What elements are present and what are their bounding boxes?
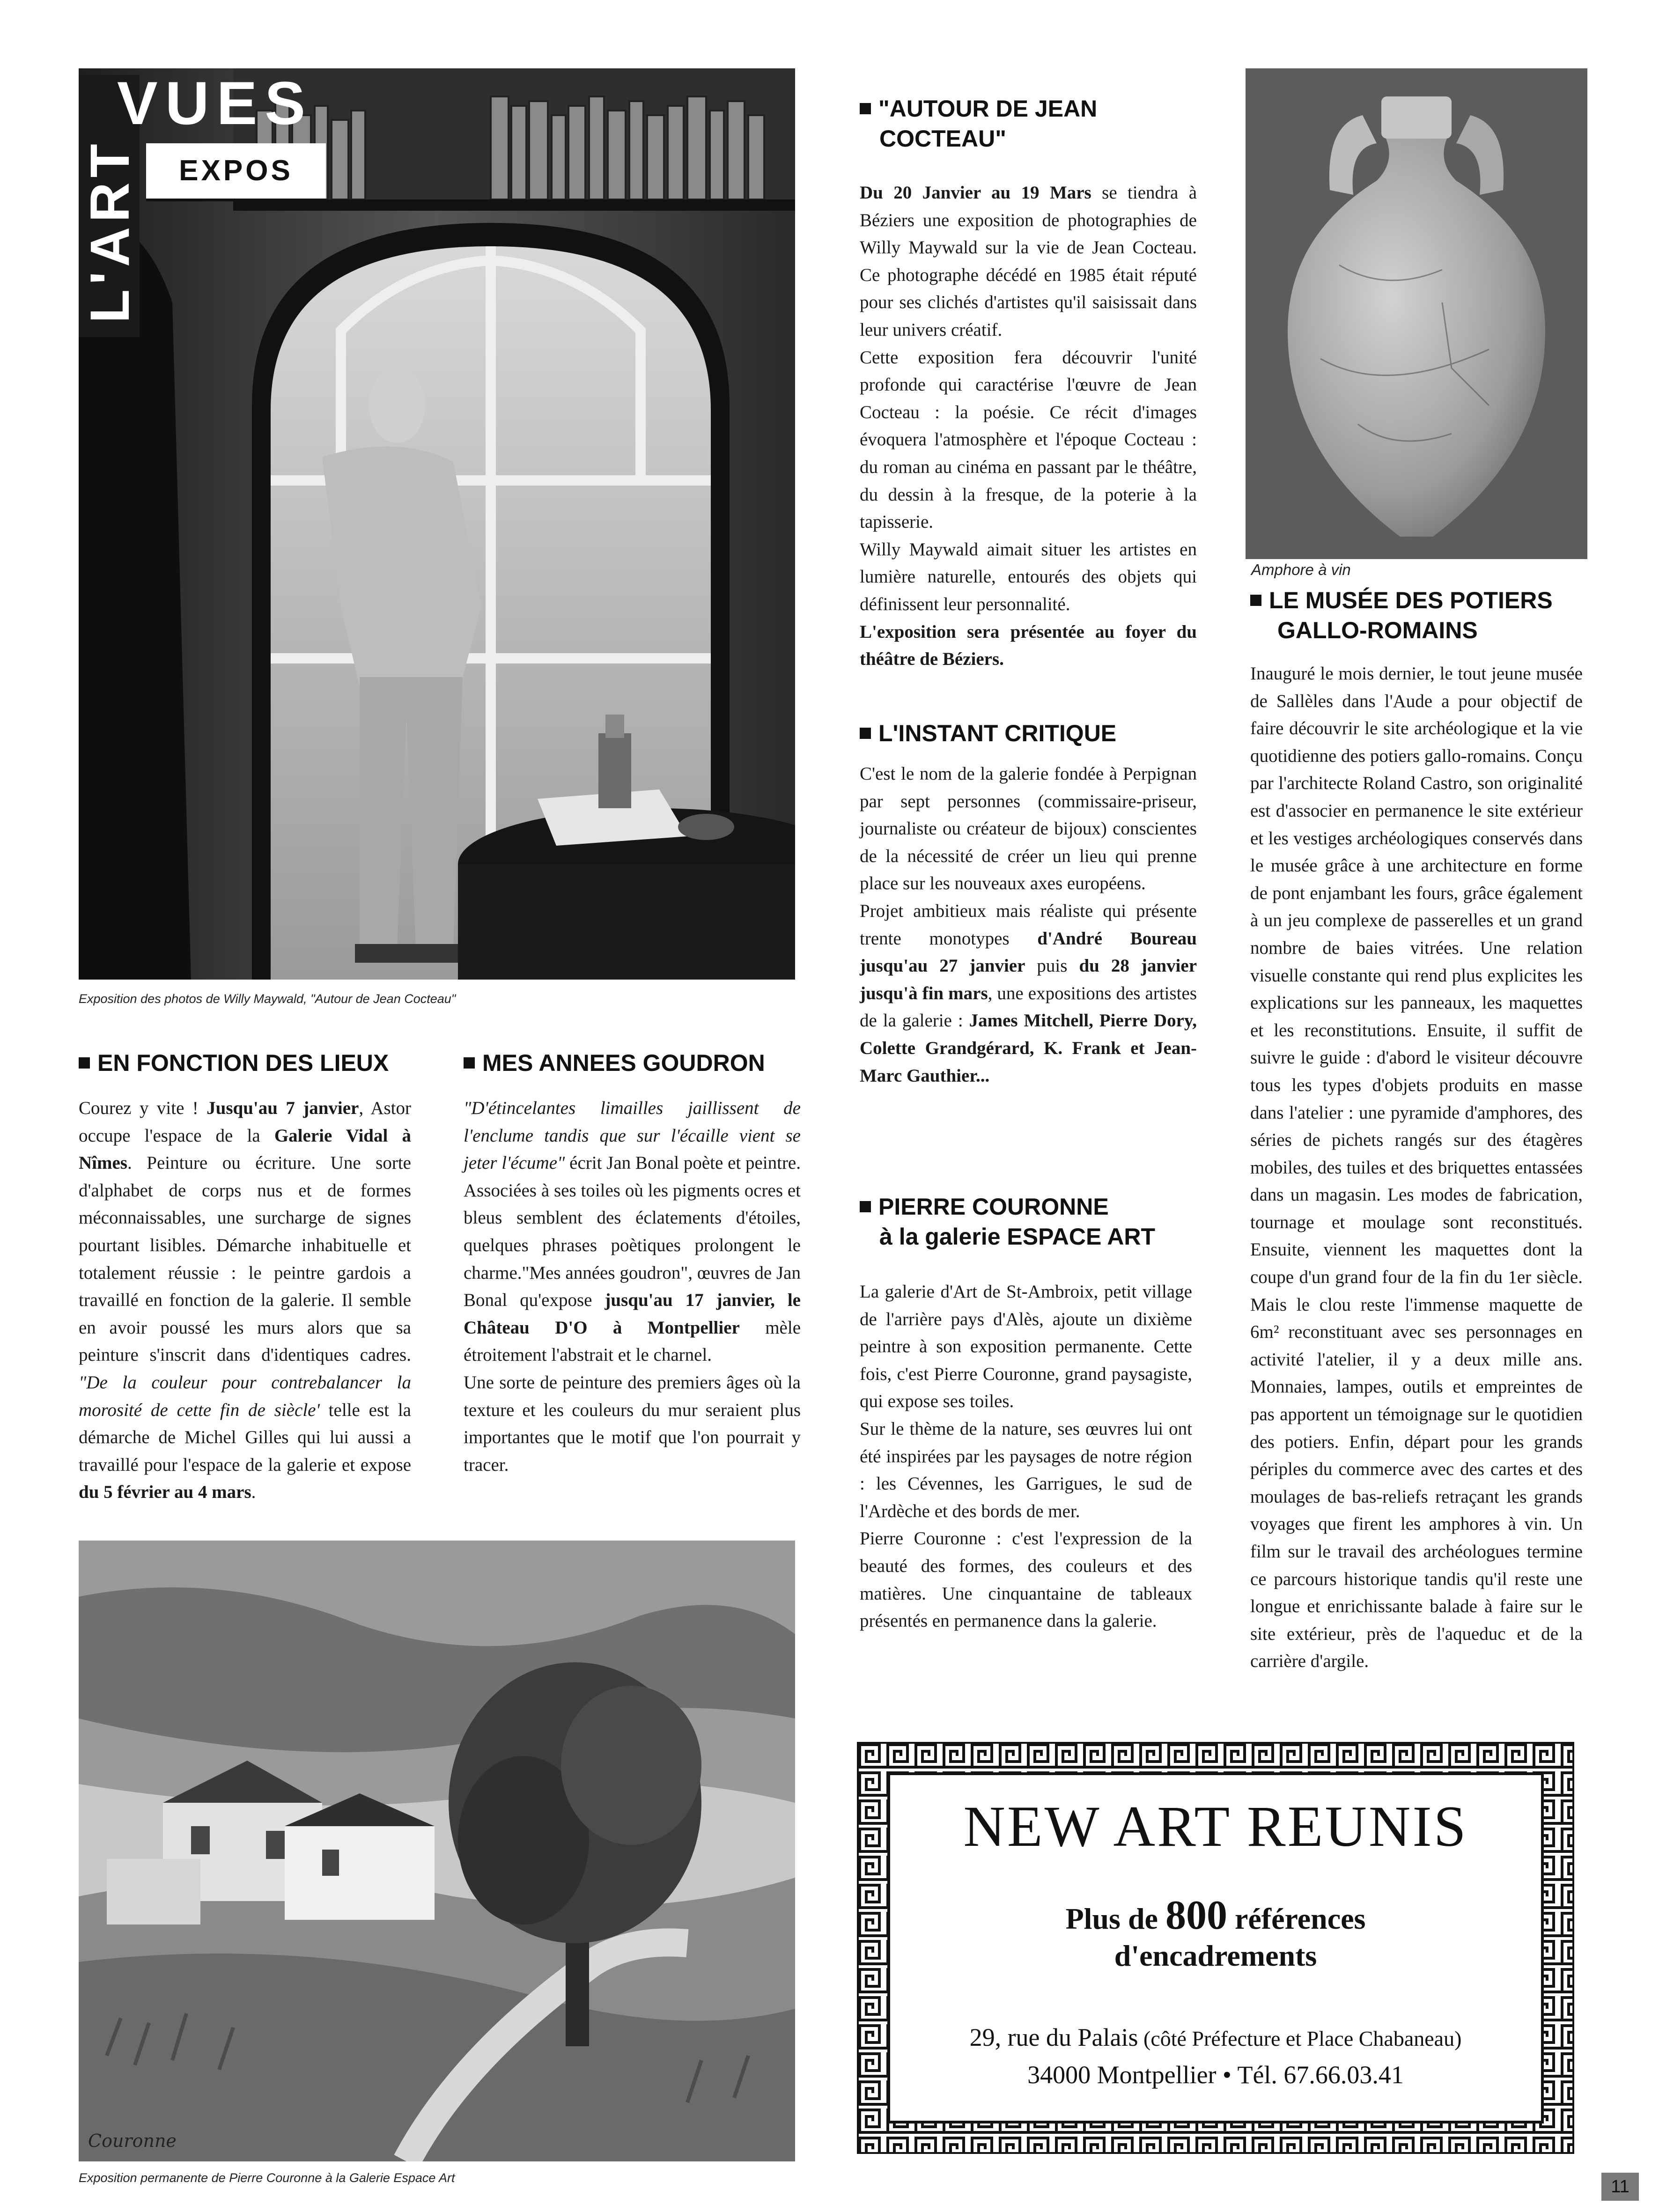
goudron-title-text: MES ANNEES GOUDRON	[482, 1050, 765, 1076]
couronne-paragraph-3: Pierre Couronne : c'est l'expression de la beauté des formes, des couleurs et des matières. Une cinquantaine de tableaux présentés en permanence dans la galerie.	[860, 1528, 1192, 1631]
cocteau-body	[860, 179, 1197, 673]
couronne-body	[860, 1278, 1192, 1635]
bullet-square	[860, 1201, 871, 1212]
bullet-square	[464, 1057, 475, 1069]
text-run: .	[251, 1482, 256, 1503]
goudron-body	[464, 1095, 801, 1479]
text-run: , Astor occupe l'espace de la	[79, 1098, 411, 1146]
musee-title	[1250, 585, 1597, 645]
painting-signature: Couronne	[88, 2131, 177, 2151]
cocteau-title-line-1	[860, 94, 1206, 124]
ad-line-2: d'encadrements	[1114, 1939, 1317, 1972]
musee-paragraph: Inauguré le mois dernier, le tout jeune musée de Sallèles dans l'Aude a pour objectif de faire découvrir le site archéologique et la vie quotidienne des potiers gallo-romains. Conçu par l'architecte Roland Castro, son originalité est d'associer en permanence le site extérieur et les vestiges archéologiques conservés dans le musée grâce à une architecture en forme de pont enjambant les fours, grâce également à un jeu complexe de passerelles et un grand nombre de baies vitrées. Une relation visuelle constante qui rend plus explicites les explications sur les panneaux, les maquettes et les reconstitutions. Ensuite, il suffit de suivre le guide : d'abord le visiteur découvre tous les types d'objets produits en masse dans l'atelier : une pyramide d'amphores, des séries de pichets rangés sur des étagères mobiles, des tuiles et des briquettes entassées dans un magasin. Les modes de fabrication, tournage et moulage sont reconstitués. Ensuite, viennent les maquettes dont la coupe d'un grand four de la fin du 1er siècle. Mais le clou reste l'immense maquette de 6m² reconstituant avec ses personnages en activité l'atelier, il y a deux mille ans. Monnaies, lampes, outils et empreintes de pas apportent un témoignage sur le quotidien des potiers. Enfin, départ pour les grands périples du commerce avec des cartes et des moulages de bas-reliefs retraçant les grands voyages que firent les amphores à vin. Un film sur le travail des archéologues termine ce parcours historique tandis qu'il reste une longue et enrichissante balade à faire sur le site extérieur, près de l'aqueduc et de la carrière d'argile.	[1250, 664, 1583, 1672]
page-number-box	[1601, 2173, 1639, 2201]
instant-title-text: L'INSTANT CRITIQUE	[878, 720, 1117, 746]
goudron-paragraph-2: Une sorte de peinture des premiers âges où la texture et les couleurs du mur seraient plus importantes que le motif que l'on pourrait y tracer.	[464, 1372, 801, 1475]
text-run: références	[1227, 1902, 1366, 1935]
text-run-bold: du 28 janvier jusqu'à fin mars	[860, 956, 1197, 1003]
goudron-paragraph-1	[464, 1095, 801, 1369]
musee-title-line-1	[1250, 585, 1597, 615]
ad-brand: NEW ART REUNIS	[963, 1794, 1468, 1858]
musee-body	[1250, 660, 1583, 1675]
cocteau-photo	[79, 68, 795, 980]
text-run: puis	[1025, 956, 1079, 976]
text-run: Projet ambitieux mais réaliste qui présente trente monotypes	[860, 900, 1197, 949]
lieux-title	[79, 1048, 389, 1078]
masthead-section-box	[146, 143, 326, 201]
couronne-title	[860, 1192, 1206, 1252]
lieux-body	[79, 1095, 411, 1506]
ad-address-1	[889, 2023, 1542, 2052]
instant-paragraph-1: C'est le nom de la galerie fondée à Perpignan par sept personnes (commissaire-priseur, journaliste ou créateur de bijoux) conscientes de la nécessité de créer un lieu qui prenne place sur les nouveaux axes européens.	[860, 764, 1197, 894]
text-run-bold: Jusqu'au 7 janvier	[206, 1098, 359, 1118]
couronne-painting-illustration	[79, 1541, 795, 2161]
couronne-title-line-1	[860, 1192, 1206, 1222]
instant-body	[860, 760, 1197, 1090]
masthead-section-label: EXPOS	[179, 155, 293, 187]
lieux-paragraph	[79, 1095, 411, 1506]
text-run: Plus de	[1065, 1902, 1165, 1935]
text-run-bold: L'exposition sera présentée au foyer du théâtre de Béziers.	[860, 621, 1197, 670]
text-run-bold: James Mitchell, Pierre Dory, Colette Grandgérard, K. Frank et Jean-Marc Gauthier...	[860, 1010, 1197, 1086]
text-run: se tiendra à Béziers une exposition de photographies de Willy Maywald sur la vie de Jean Cocteau. Ce photographe décédé en 1985 était réputé pour ses clichés d'artistes qu'il saisissait dans leur univers créatif.	[860, 183, 1197, 340]
text-run: . Peinture ou écriture. Une sorte d'alphabet de corps nus et de formes méconnaissables, une surcharge de signes pourtant lisibles. Démarche inhabituelle et totalement réussie : le peintre gardois a travaillé en fonction de la galerie. Il semble en avoir poussé les murs alors que sa peinture s'inscrit dans d'identiques cadres.	[79, 1153, 411, 1365]
instant-title	[860, 718, 1116, 748]
couronne-paragraph-1: La galerie d'Art de St-Ambroix, petit village de l'arrière pays d'Alès, ajoute un dixième peintre à son exposition permanente. Cette fois, c'est Pierre Couronne, grand paysagiste, qui expose ses toiles.	[860, 1282, 1192, 1412]
masthead-vues: VUES	[117, 69, 313, 137]
goudron-title	[464, 1048, 765, 1078]
couronne-painting-caption: Exposition permanente de Pierre Couronne à la Galerie Espace Art	[79, 2171, 455, 2185]
text-run: mèle étroitement l'abstrait et le charnel.	[464, 1317, 801, 1365]
musee-title-line-2: GALLO-ROMAINS	[1277, 617, 1478, 643]
text-run: Courez y vite !	[79, 1098, 207, 1118]
ad-highlight-number: 800	[1165, 1893, 1227, 1938]
title-text: LE MUSÉE DES POTIERS	[1269, 587, 1553, 613]
ad-address-2: 34000 Montpellier • Tél. 67.66.03.41	[1027, 2061, 1404, 2089]
lieux-title-text: EN FONCTION DES LIEUX	[97, 1050, 389, 1076]
cocteau-paragraph-2: Cette exposition fera découvrir l'unité profonde qui caractérise l'œuvre de Jean Cocteau : la poésie. Ce récit d'images évoquera l'atmosphère et l'époque Cocteau : du roman au cinéma en passant par le théâtre, du dessin à la fresque, de la poterie à la tapisserie.	[860, 347, 1197, 532]
instant-paragraph-2	[860, 898, 1197, 1090]
text-run-bold: Galerie Vidal à Nîmes	[79, 1125, 411, 1173]
couronne-title-line-2: à la galerie ESPACE ART	[879, 1224, 1156, 1250]
text-run-bold: d'André Boureau jusqu'au 27 janvier	[860, 928, 1197, 976]
couronne-painting	[79, 1541, 795, 2161]
title-text: "AUTOUR DE JEAN	[878, 96, 1098, 122]
amphore-caption: Amphore à vin	[1251, 561, 1351, 578]
text-run: telle est la démarche de Michel Gilles qui lui aussi a travaillé pour l'espace de la galerie et expose	[79, 1400, 411, 1475]
text-run-italic: "De la couleur pour contrebalancer la morosité de cette fin de siècle'	[79, 1372, 411, 1420]
cocteau-title	[860, 94, 1206, 154]
page-number: 11	[1611, 2177, 1630, 2197]
text-run-bold: jusqu'au 17 janvier, le Château D'O à Montpellier	[464, 1290, 801, 1338]
text-run-bold: du 5 février au 4 mars	[79, 1482, 251, 1503]
cocteau-paragraph-1	[860, 179, 1197, 344]
text-run: 29, rue du Palais	[969, 2023, 1138, 2051]
title-text: PIERRE COURONNE	[878, 1194, 1109, 1220]
cocteau-paragraph-3: Willy Maywald aimait situer les artistes en lumière naturelle, entourés des objets qui définissent leur personnalité.	[860, 539, 1197, 614]
bullet-square	[79, 1057, 90, 1069]
vertical-title-text: L'ART	[79, 139, 141, 323]
cocteau-paragraph-4	[860, 619, 1197, 673]
bullet-square	[860, 728, 871, 739]
bullet-square	[860, 103, 871, 114]
text-run: écrit Jan Bonal poète et peintre. Associées à ses toiles où les pigments ocres et bleus semblent des éclatements d'étoiles, quelques phrases poètiques prolongent le charme."Mes années goudron", œuvres de Jan Bonal qu'expose	[464, 1153, 801, 1311]
cocteau-title-line-2: COCTEAU"	[879, 125, 1006, 152]
cocteau-photo-caption: Exposition des photos de Willy Maywald, "Autour de Jean Cocteau"	[79, 992, 456, 1006]
amphore-illustration	[1246, 68, 1587, 559]
cocteau-photo-illustration	[79, 68, 795, 980]
amphore-photo	[1246, 68, 1587, 559]
text-run-bold: Du 20 Janvier au 19 Mars	[860, 183, 1091, 203]
couronne-paragraph-2: Sur le thème de la nature, ses œuvres lui ont été inspirées par les paysages de notre région : les Cévennes, les Garrigues, le sud de l'Ardèche et des bords de mer.	[860, 1418, 1192, 1521]
text-run-italic: "D'étincelantes limailles jaillissent de l'enclume tandis que sur l'écaille vient se jeter l'écume"	[464, 1098, 801, 1173]
advertisement	[857, 1742, 1574, 2154]
text-run: , une expositions des artistes de la galerie :	[860, 983, 1197, 1031]
text-run: (côté Préfecture et Place Chabaneau)	[1138, 2027, 1462, 2050]
bullet-square	[1250, 595, 1261, 606]
ad-line-1	[889, 1892, 1542, 1939]
